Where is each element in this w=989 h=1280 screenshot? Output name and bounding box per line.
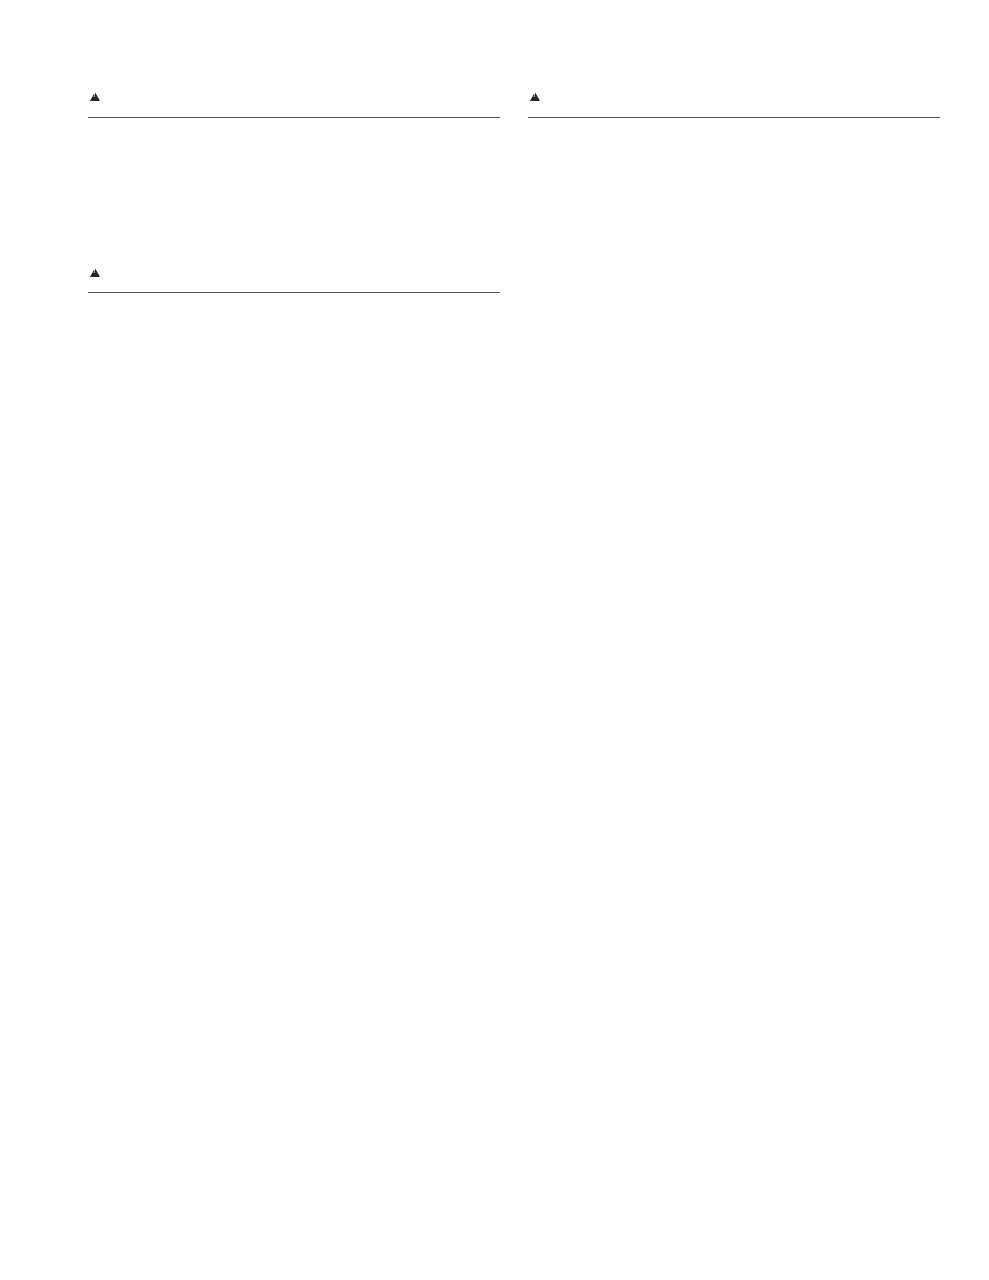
warning-icon <box>530 92 540 101</box>
warning-icon <box>90 268 100 277</box>
top-table-header <box>88 91 500 111</box>
warning-icon <box>90 92 100 101</box>
header-rule <box>88 292 500 293</box>
cd-table-header <box>88 267 500 287</box>
right-table-header <box>528 91 940 111</box>
header-rule <box>88 117 500 118</box>
header-rule <box>528 117 940 118</box>
